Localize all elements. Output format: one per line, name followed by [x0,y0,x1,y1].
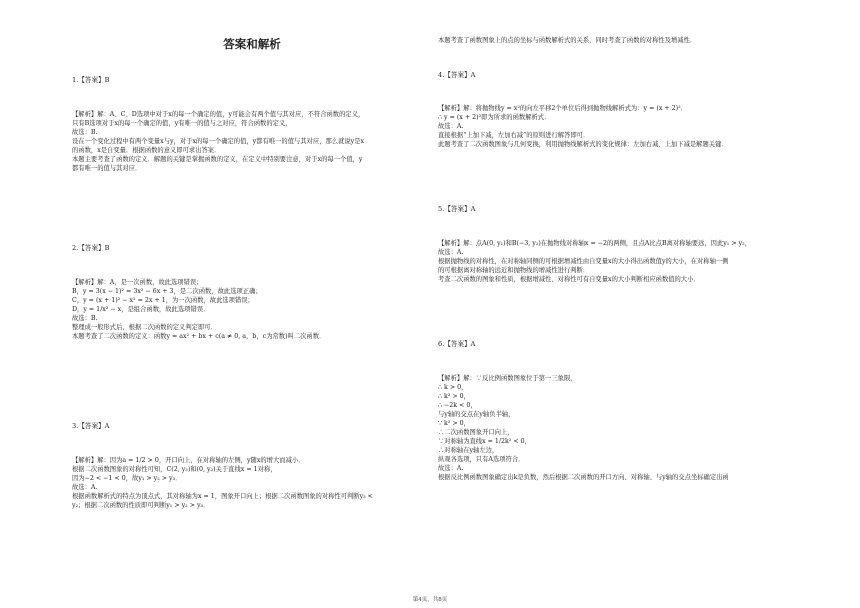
text-line: 4.【答案】A [438,71,476,79]
text-line: 纵观各选项，只有A选项符合． [438,456,525,463]
text-line: 【解析】解：点A(0, y₁)和B(−3, y₂)在抛物线对称轴x = −2的两侧，且点A比点B离对称轴要远，因此y₁ > y₂， [438,240,751,247]
right-paragraph [438,104,818,149]
text-line: 6.【答案】A [438,340,476,348]
text-line: ∴对称轴在y轴左边， [438,447,499,454]
text-line: 根据抛物线的对称性，在对称轴同侧的可根据增减性由自变量x的大小得出函数值y的大小，在对称轴一侧 [438,258,729,265]
text-line: ∵对称轴为直线x = 1/2k² < 0， [438,438,531,445]
text-line: ∴二次函数图象开口向上， [438,429,514,436]
right-paragraph [438,239,818,284]
text-line: ∴ k² > 0， [438,393,470,400]
text-line: 【解析】解：因为a = 1/2 > 0，开口向上，在对称轴的左侧，y随x的增大而减小． [72,457,305,464]
text-line: 故选：A. [438,249,464,256]
right-paragraph [438,36,818,45]
text-line: D，y = 1/x² − x，是组合函数，故此选项错误． [72,306,210,313]
text-line: 都有唯一的值与其对应． [72,165,142,172]
text-line: 【解析】解：A，是一次函数，故此选项错误； [72,279,203,286]
text-line: 本题考查了二次函数的定义：函数y = ax² + bx + c(a ≠ 0, a，b，c为常数)叫二次函数． [72,333,326,340]
text-line: 【解析】解：将抛物线y = x²的向左平移2个单位后得到抛物线解析式为：y = (x + 2)²． [438,105,687,112]
text-line: 整理成一般形式后，根据二次函数的定义判定即可． [72,324,217,331]
text-line: 根据反比例函数图象确定出k是负数，然后根据二次函数的开口方向、对称轴、与y轴的交点坐标确定出函 [438,474,729,481]
text-line: 设在一个变化过程中有两个变量x与y，对于x的每一个确定的值，y都有唯一的值与其对应，那么就说y是x [72,138,365,145]
text-line: 故选：B. [72,315,98,322]
right-answer-heading [438,340,818,349]
right-answer-heading [438,71,818,80]
right-answer-heading [438,205,818,214]
text-line: ∵ k² > 0， [438,420,470,427]
text-line: 故选：A. [438,465,464,472]
left-paragraph [72,110,452,173]
text-line: 的可根据离对称轴的远近和抛物线的增减性进行判断． [438,267,590,274]
text-line: 故选：B. [72,129,98,136]
left-answer-heading [72,422,452,431]
text-line: 只有B选项对于x的每一个确定的值，y有唯一的值与之对应，符合函数的定义， [72,120,292,127]
text-line: 考查二次函数的图象和性质，根据增减性、对称性可有自变量x的大小判断相应函数值的大小． [438,276,700,283]
text-line: y₂；根据二次函数的性质即可判断y₁ > y₂ > y₃． [72,502,210,509]
text-line: 本题考查了函数图象上的点的坐标与函数解析式的关系，同时考查了函数的对称性及增减性． [438,37,697,44]
page-title: 答案和解析 [223,37,281,51]
text-line: 2.【答案】B [72,244,110,252]
text-line: 的函数，x是自变量．根据函数的意义即可求出答案． [72,147,221,154]
text-line: 3.【答案】A [72,422,110,430]
left-paragraph [72,278,452,341]
text-line: B，y = 3(x − 1)² = 3x² − 6x + 3，是二次函数，故此选项正确； [72,288,262,295]
text-line: ∴ y = (x + 2)²即为所求的函数解析式． [438,114,551,121]
text-line: 根据函数解析式的特点为顶点式，其对称轴为x = 1，图象开口向上；根据二次函数图象的对称性可判断y₃ < [72,493,373,500]
left-paragraph [72,456,452,510]
text-line: 故选：A. [72,484,98,491]
text-line: C，y = (x + 1)² − x² = 2x + 1，为一次函数，故此选项错误； [72,297,254,304]
page-footer: 第4页，共8页 [412,597,448,603]
text-line: ∴ k > 0， [438,384,468,391]
text-line: 此题考查了二次函数图象与几何变换，利用抛物线解析式的变化规律：左加右减，上加下减是解题关键． [438,141,728,148]
text-line: 本题主要考查了函数的定义．解题的关键是掌握函数的定义，在定义中特别要注意，对于x的每一个值，y [72,156,363,163]
text-line: 因为−2 < −1 < 0，故y₁ > y₂ > y₃． [72,475,182,482]
text-line: 5.【答案】A [438,205,476,213]
text-line: 【解析】解：A、C、D选项中对于x的每一个确定的值，y可能会有两个值与其对应，不符合函数的定义， [72,111,365,118]
left-answer-heading [72,76,452,85]
text-line: 根据二次函数图象的对称性可知，C(2, y₃)和(0, y₃)关于直线x = 1对称， [72,466,277,473]
text-line: 1.【答案】B [72,76,110,84]
text-line: 与y轴的交点在y轴负半轴， [438,411,515,418]
text-line: 【解析】解：∵反比例函数图象位于第一三象限， [438,375,577,382]
text-line: ∴ −2k < 0， [438,402,477,409]
right-paragraph [438,374,818,482]
text-line: 直接根据“上加下减，左加右减”的原则进行解答即可． [438,132,590,139]
left-answer-heading [72,244,452,253]
text-line: 故选：A. [438,123,464,130]
